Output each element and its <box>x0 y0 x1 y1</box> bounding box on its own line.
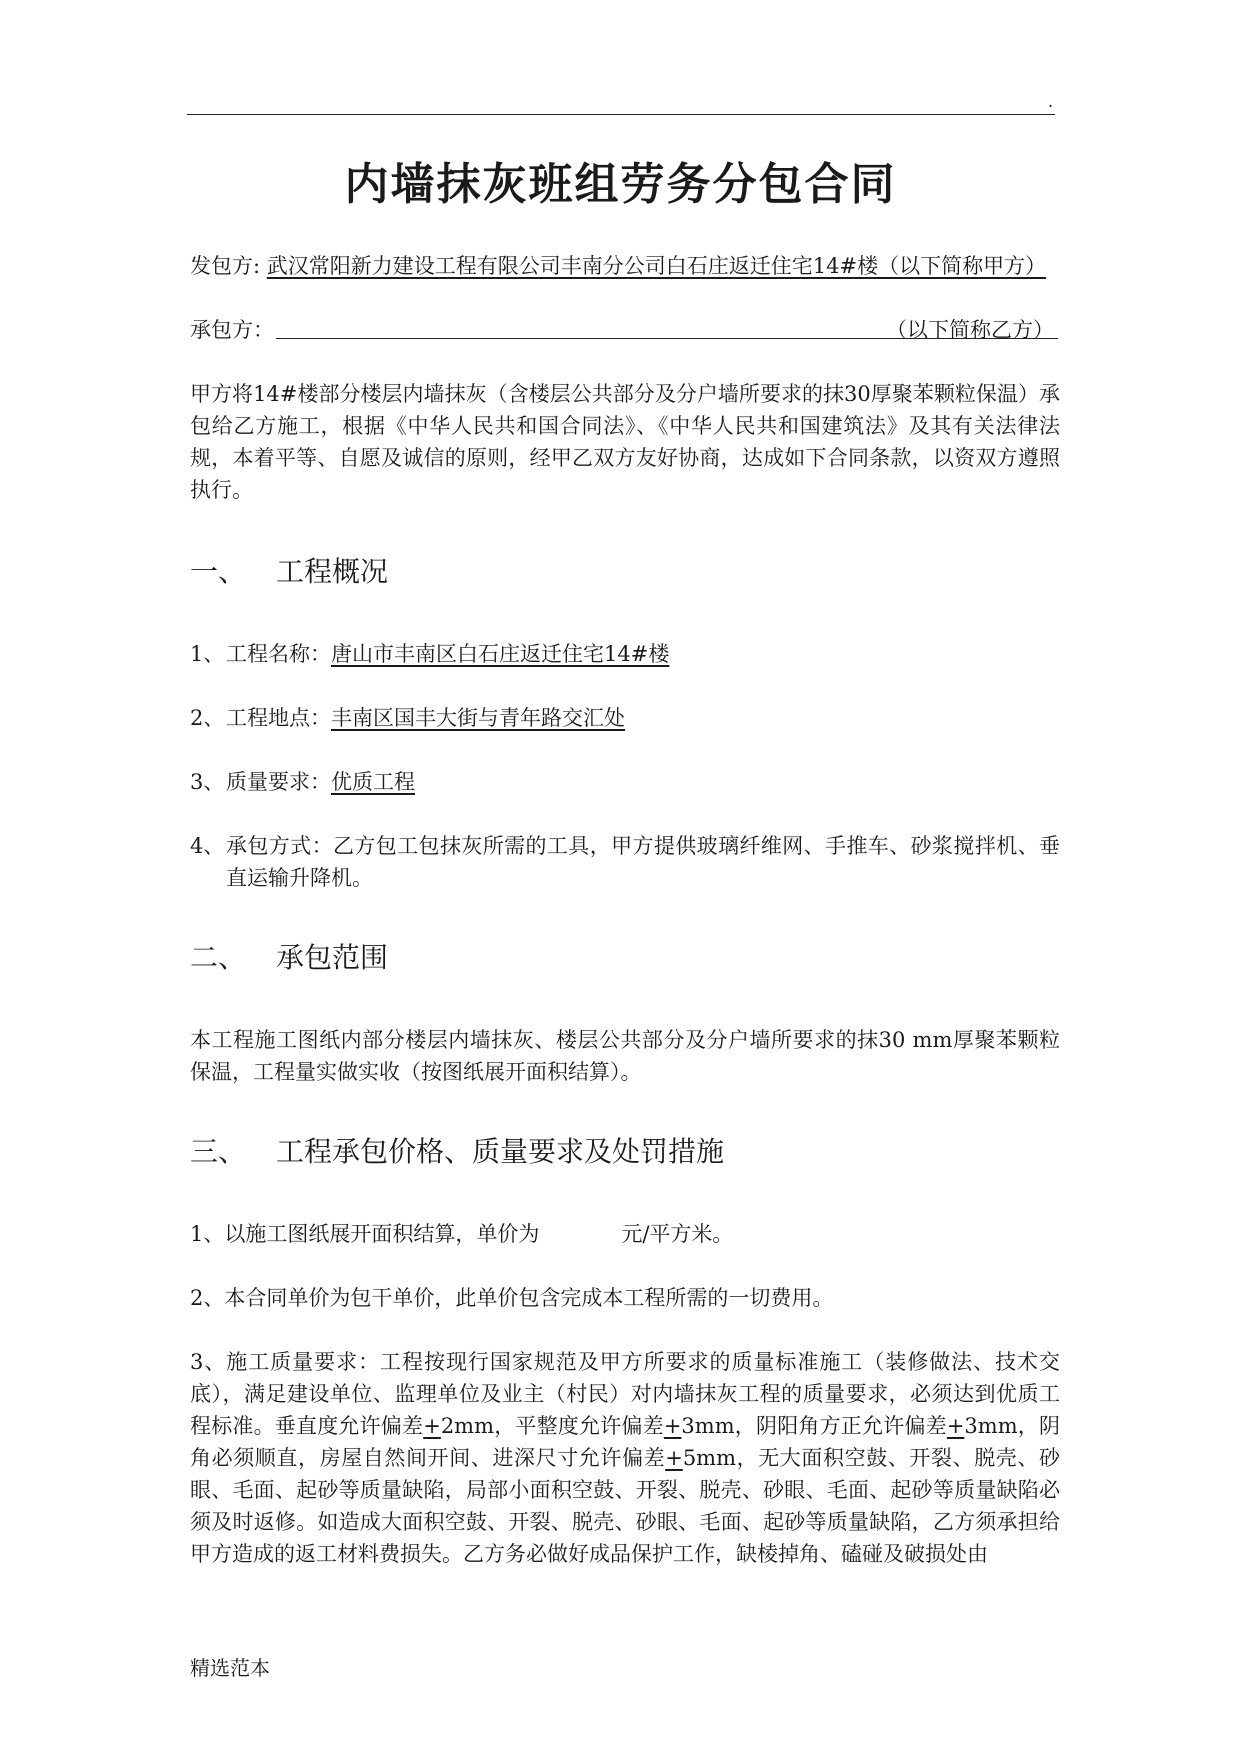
tolerance-sign: + <box>423 1414 441 1438</box>
tolerance-sign: + <box>946 1414 965 1438</box>
quality-text-2: 2mm，平整度允许偏差 <box>440 1414 664 1438</box>
section-title: 承包范围 <box>276 941 389 974</box>
section-heading-1 <box>190 552 388 592</box>
employer-line <box>190 250 1046 282</box>
section-title: 工程承包价格、质量要求及处罚措施 <box>276 1135 725 1168</box>
item-number: 4、 <box>190 834 225 858</box>
section-heading-3 <box>190 1132 724 1172</box>
item-value: 唐山市丰南区白石庄返迁住宅14#楼 <box>331 642 670 666</box>
price-line <box>190 1218 733 1250</box>
contractor-label: 承包方： <box>190 318 274 342</box>
header-rule <box>187 114 1055 115</box>
employer-label: 发包方: <box>190 254 261 278</box>
section-number: 三、 <box>190 1135 247 1168</box>
section-number: 一、 <box>190 555 247 588</box>
item-label: 工程地点： <box>226 706 331 730</box>
item-number: 2、 <box>190 706 225 730</box>
quality-text-5: 5mm，无大面积空鼓、开裂、脱壳、砂眼、毛面、起砂等质量缺陷，局部小面积空鼓、开裂、脱壳、砂眼、毛面、起砂等质量缺陷必须及时返修。如造成大面积空鼓、开裂、脱壳、砂眼、毛面、起砂等质量缺陷，乙方须承担给甲方造成的返工材料费损失。乙方务必做好成品保护工作，缺棱掉角、磕碰及破损处由 <box>190 1446 1060 1566</box>
tolerance-sign: + <box>663 1414 682 1438</box>
scope-paragraph: 本工程施工图纸内部分楼层内墙抹灰、楼层公共部分及分户墙所要求的抹30 mm厚聚苯颗粒保温，工程量实做实收（按图纸展开面积结算）。 <box>190 1028 1060 1084</box>
section-heading-2 <box>190 938 388 978</box>
price-unit: 元/平方米。 <box>621 1222 734 1246</box>
item-number: 3、 <box>190 770 225 794</box>
item-label: 工程名称： <box>226 642 331 666</box>
item-2-line: 2、本合同单价为包干单价，此单价包含完成本工程所需的一切费用。 <box>190 1286 834 1310</box>
item-text: 承包方式：乙方包工包抹灰所需的工具，甲方提供玻璃纤维网、手推车、砂浆搅拌机、垂直运输升降机。 <box>226 834 1060 890</box>
item-number: 1、 <box>190 642 225 666</box>
quality-text-1: 3、施工质量要求：工程按现行国家规范及甲方所要求的质量标准施工（装修做法、技术交底），满足建设单位、监理单位及业主（村民）对内墙抹灰工程的质量要求，必须达到优质工程标准。垂直度允许偏差 <box>190 1350 1060 1438</box>
document-title: 内墙抹灰班组劳务分包合同 <box>344 159 897 210</box>
item-value: 丰南区国丰大街与青年路交汇处 <box>331 706 625 730</box>
item-label: 质量要求： <box>226 770 331 794</box>
price-text: 1、以施工图纸展开面积结算，单价为 <box>190 1222 540 1246</box>
tolerance-sign: + <box>665 1446 683 1470</box>
section-number: 二、 <box>190 941 247 974</box>
section-title: 工程概况 <box>276 555 389 588</box>
item-value: 优质工程 <box>331 770 415 794</box>
employer-value: 武汉常阳新力建设工程有限公司丰南分公司白石庄返迁住宅14#楼（以下简称甲方） <box>266 254 1047 278</box>
intro-paragraph: 甲方将14#楼部分楼层内墙抹灰（含楼层公共部分及分户墙所要求的抹30厚聚苯颗粒保温）承包给乙方施工，根据《中华人民共和国合同法》、《中华人民共和国建筑法》及其有关法律法规，本着平等、自愿及诚信的原则，经甲乙双方友好协商，达成如下合同条款，以资双方遵照执行。 <box>190 382 1060 502</box>
quality-text-3: 3mm，阴阳角方正允许偏差 <box>681 1414 947 1438</box>
contractor-suffix: （以下简称乙方） <box>886 318 1054 342</box>
footer-label: 精选范本 <box>190 1656 270 1680</box>
quality-paragraph <box>190 1346 1060 1602</box>
quality-text-4: 3mm，阴角必须顺直，房屋自然间开间、进深尺寸允许偏差 <box>190 1414 1060 1470</box>
header-dot: . <box>1048 92 1054 111</box>
